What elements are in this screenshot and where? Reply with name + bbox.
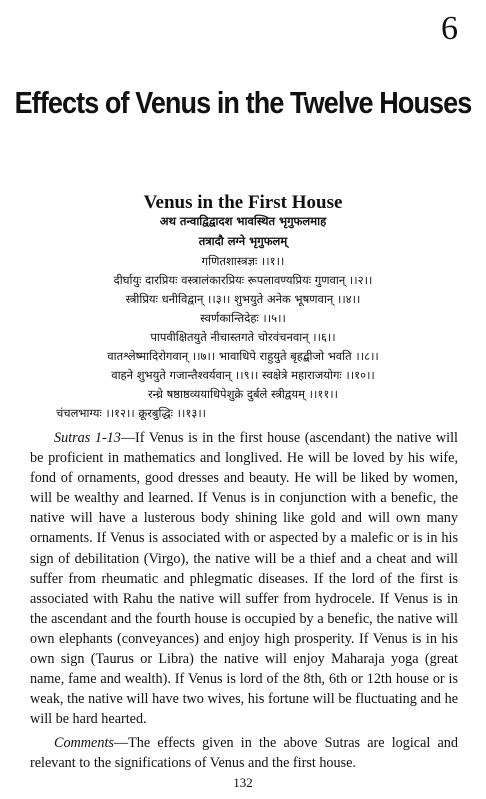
verse-line: वाहने शुभयुते गजान्तैश्वर्यवान् ।।९।। स्वक्षेत्रे महाराजयोगः ।।१०।।: [111, 368, 375, 382]
verse-line: वातश्लेष्मादिरोगवान् ।।७।। भावाधिपे राहुयुते बृहद्बीजो भवति ।।८।।: [107, 349, 379, 363]
sutras-label: Sutras 1-13: [54, 430, 121, 446]
verse-line: गणितशास्त्रज्ञः ।।१।।: [201, 254, 285, 268]
chapter-number: 6: [441, 10, 458, 47]
verse-line: रन्ध्रे षष्ठाष्ठव्ययाधिपेशुक्रे दुर्बले स्त्रीद्वयम् ।।११।।: [147, 387, 339, 401]
verse-line: चंचलभाग्यः ।।१२।। क्रूरबुद्धिः ।।१३।।: [56, 406, 207, 420]
sutras-paragraph: [30, 428, 458, 729]
chapter-title: Effects of Venus in the Twelve Houses: [14, 86, 472, 120]
verse-line: स्त्रीप्रियः धनीविद्वान् ।।३।। शुभयुते अनेक भूषणवान् ।।४।।: [125, 292, 361, 306]
section-subtitle-1: अथ तन्वाद्विद्वादश भावस्थित भृगुफलमाह: [159, 214, 327, 228]
verse-line: स्वर्णकान्तिदेहः ।।५।।: [200, 311, 286, 325]
sutras-text: —If Venus is in the first house (ascendant) the native will be proficient in mathematics and longlived. He will be loved by his wife, fond of ornaments, good dresses and beauty. He will be liked by women, will be wealthy and learned. If Venus is in conjunction with a benefic, the native will have a lusterous body shining like gold and will own many ornaments. If Venus is associated with or aspected by a malefic or is in his sign of debilitation (Virgo), the native will be a thief and a cheat and will suffer from rheumatic and phlegmatic diseases. If the lord of the first is associated with Rahu the native will suffer from hydrocele. If Venus is in the ascendant and the fourth house is occupied by a benefic, the native will own elephants (conveyances) and enjoy high prosperity. If Venus is in his own sign (Taurus or Libra) the native will enjoy Maharaja yoga (great name, fame and wealth). If Venus is lord of the 8th, 6th or 12th house or is weak, the native will have two wives, his fortune will be fluctuating and he will be hard hearted.: [30, 430, 458, 728]
comments-text: —The effects given in the above Sutras are logical and relevant to the significations of Venus and the first house.: [30, 735, 458, 772]
page-number: 132: [233, 775, 253, 790]
comments-paragraph: [30, 733, 458, 773]
verse-line: पापवीक्षितयुते नीचास्तगते चोरवंचनवान् ।।६।।: [150, 330, 336, 344]
section-heading: Venus in the First House: [143, 192, 343, 213]
section-subtitle-2: तत्रादौ लग्ने भृगुफलम्: [198, 234, 288, 248]
verse-line: दीर्घायुः दारप्रियः वस्त्रालंकारप्रियः रूपलावण्यप्रियः गुणवान् ।।२।।: [113, 273, 373, 287]
comments-label: Comments: [54, 735, 114, 751]
